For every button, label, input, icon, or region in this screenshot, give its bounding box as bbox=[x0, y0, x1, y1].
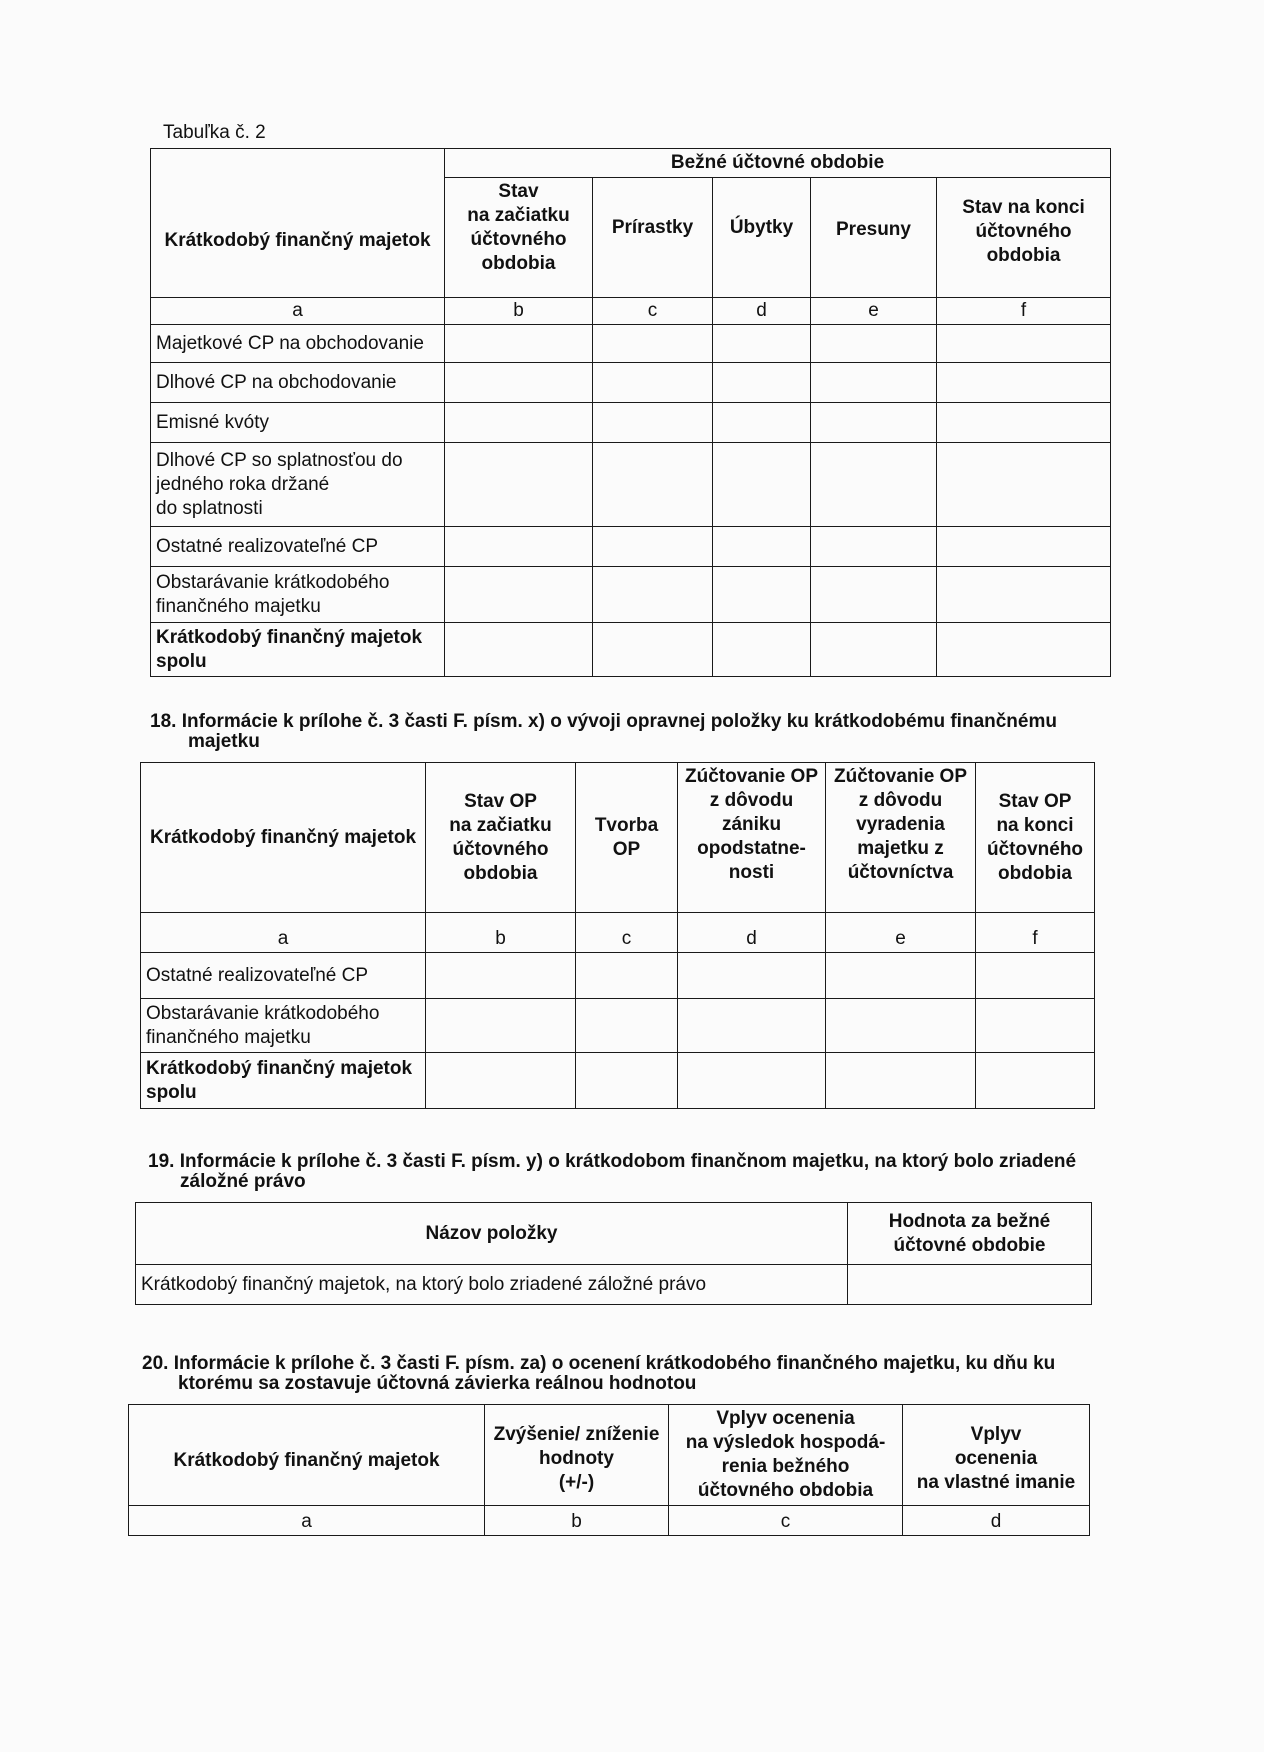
column-header-a: Krátkodobý finančný majetok bbox=[151, 149, 445, 298]
column-letter-b: b bbox=[485, 1506, 669, 1536]
column-letter-d: d bbox=[678, 913, 826, 953]
group-header-current-period: Bežné účtovné obdobie bbox=[445, 149, 1111, 178]
row-label-total: Krátkodobý finančný majetok spolu bbox=[141, 1053, 426, 1109]
column-letter-c: c bbox=[593, 298, 713, 325]
column-letter-c: c bbox=[669, 1506, 903, 1536]
row-label: Ostatné realizovateľné CP bbox=[141, 953, 426, 999]
column-letter-d: d bbox=[713, 298, 811, 325]
row-label: Obstarávanie krátkodobého finančného majetku bbox=[141, 999, 426, 1053]
column-header-e: Zúčtovanie OP z dôvodu vyradenia majetku z účtovníctva bbox=[826, 763, 976, 913]
table-caption: Tabuľka č. 2 bbox=[163, 122, 266, 143]
table-row-total bbox=[141, 1053, 1095, 1109]
row-label: Obstarávanie krátkodobého finančného majetku bbox=[151, 567, 445, 623]
table-row bbox=[151, 325, 1111, 363]
column-header-value: Hodnota za bežné účtovné obdobie bbox=[848, 1203, 1092, 1265]
column-header-c: Tvorba OP bbox=[576, 763, 678, 913]
table-row bbox=[136, 1265, 1092, 1305]
row-label: Ostatné realizovateľné CP bbox=[151, 527, 445, 567]
row-label: Majetkové CP na obchodovanie bbox=[151, 325, 445, 363]
row-label: Dlhové CP na obchodovanie bbox=[151, 363, 445, 403]
column-header-f: Stav na konci účtovného obdobia bbox=[937, 178, 1111, 298]
column-letter-f: f bbox=[976, 913, 1095, 953]
table-fair-value bbox=[128, 1404, 1090, 1536]
column-header-b: Zvýšenie/ zníženie hodnoty (+/-) bbox=[485, 1405, 669, 1506]
table-pledged-assets bbox=[135, 1202, 1092, 1305]
column-header-b: Stav OP na začiatku účtovného obdobia bbox=[426, 763, 576, 913]
column-letter-e: e bbox=[811, 298, 937, 325]
column-header-b: Stav na začiatku účtovného obdobia bbox=[445, 178, 593, 298]
column-letter-d: d bbox=[903, 1506, 1090, 1536]
table-row bbox=[151, 567, 1111, 623]
column-header-d: Vplyv ocenenia na vlastné imanie bbox=[903, 1405, 1090, 1506]
column-header-e: Presuny bbox=[811, 178, 937, 298]
column-header-c: Vplyv ocenenia na výsledok hospodá- renia bežného účtovného obdobia bbox=[669, 1405, 903, 1506]
column-header-name: Názov položky bbox=[136, 1203, 848, 1265]
column-header-d: Úbytky bbox=[713, 178, 811, 298]
column-letter-f: f bbox=[937, 298, 1111, 325]
column-letter-b: b bbox=[426, 913, 576, 953]
row-label: Dlhové CP so splatnosťou do jedného roka držané do splatnosti bbox=[151, 443, 445, 527]
column-letter-b: b bbox=[445, 298, 593, 325]
row-label-total: Krátkodobý finančný majetok spolu bbox=[151, 623, 445, 677]
column-letter-c: c bbox=[576, 913, 678, 953]
column-header-f: Stav OP na konci účtovného obdobia bbox=[976, 763, 1095, 913]
table-row bbox=[151, 403, 1111, 443]
column-letter-a: a bbox=[151, 298, 445, 325]
column-header-d: Zúčtovanie OP z dôvodu zániku opodstatne- nosti bbox=[678, 763, 826, 913]
column-letter-a: a bbox=[129, 1506, 485, 1536]
column-header-a: Krátkodobý finančný majetok bbox=[141, 763, 426, 913]
column-letter-a: a bbox=[141, 913, 426, 953]
table-valuation-allowance bbox=[140, 762, 1095, 1109]
table-row bbox=[141, 999, 1095, 1053]
table-row bbox=[141, 953, 1095, 999]
table-row bbox=[151, 527, 1111, 567]
table-row bbox=[151, 443, 1111, 527]
column-letter-e: e bbox=[826, 913, 976, 953]
section-19-heading: 19. Informácie k prílohe č. 3 časti F. písm. y) o krátkodobom finančnom majetku, na ktorý bolo zriadené záložné právo bbox=[148, 1151, 1077, 1192]
table-row bbox=[151, 363, 1111, 403]
column-header-c: Prírastky bbox=[593, 178, 713, 298]
section-20-heading: 20. Informácie k prílohe č. 3 časti F. písm. za) o ocenení krátkodobého finančného majetku, ku dňu ku ktorému sa zostavuje účtovná závierka reálnou hodnotou bbox=[142, 1353, 1056, 1394]
table-row-total bbox=[151, 623, 1111, 677]
table-short-term-financial-assets bbox=[150, 148, 1111, 677]
section-18-heading: 18. Informácie k prílohe č. 3 časti F. písm. x) o vývoji opravnej položky ku krátkodobému finančnému majetku bbox=[150, 711, 1057, 752]
row-label: Krátkodobý finančný majetok, na ktorý bolo zriadené záložné právo bbox=[136, 1265, 848, 1305]
row-label: Emisné kvóty bbox=[151, 403, 445, 443]
column-header-a: Krátkodobý finančný majetok bbox=[129, 1405, 485, 1506]
